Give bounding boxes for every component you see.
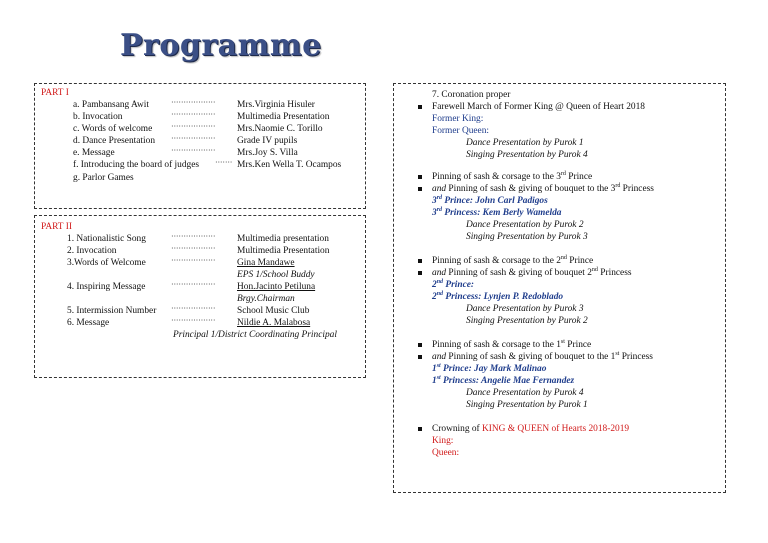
page-title: Programme (120, 28, 322, 63)
program-item-person: Multimedia presentation (237, 234, 329, 244)
king-label: King: (432, 436, 454, 446)
program-item-label: b. Invocation (73, 112, 123, 122)
dance-presentation: Dance Presentation by Purok 2 (466, 220, 584, 230)
program-item-role: EPS 1/School Buddy (237, 270, 315, 280)
program-item-person: Hon.Jacinto Petiluna (237, 282, 316, 292)
bullet-icon (418, 343, 422, 347)
program-item-label: 6. Message (67, 318, 110, 328)
program-item-label: 5. Intermission Number (67, 306, 157, 316)
queen-label: Queen: (432, 448, 460, 458)
program-item-label: c. Words of welcome (73, 124, 153, 134)
princess-name: 3rd Princess: Kem Berly Wamelda (432, 206, 562, 218)
dot-leader: ·················· (171, 122, 216, 131)
program-item-label: d. Dance Presentation (73, 136, 156, 146)
former-queen-label: Former Queen: (432, 126, 490, 136)
bullet-icon (418, 175, 422, 179)
bullet-icon (418, 105, 422, 109)
program-item-person: Mrs.Virginia Hisuler (237, 100, 315, 110)
program-item-label: g. Parlor Games (73, 173, 134, 183)
dot-leader: ······· (215, 158, 233, 167)
dot-leader: ·················· (171, 110, 216, 119)
dot-leader: ·················· (171, 256, 216, 265)
pinning-prince-line: Pinning of sash & corsage to the 1st Prince (432, 338, 592, 350)
pinning-princess-line: and Pinning of sash & giving of bouquet 2nd Princess (432, 266, 632, 278)
dance-presentation: Dance Presentation by Purok 3 (466, 304, 584, 314)
program-item-label: f. Introducing the board of judges (73, 160, 200, 170)
singing-presentation: Singing Presentation by Purok 1 (466, 400, 588, 410)
program-item-person: Nildie A. Malabosa (237, 318, 311, 328)
bullet-icon (418, 355, 422, 359)
farewell-line: Farewell March of Former King @ Queen of Heart 2018 (432, 102, 645, 112)
dot-leader: ·················· (171, 146, 216, 155)
dot-leader: ·················· (171, 280, 216, 289)
program-item-person: Multimedia Presentation (237, 112, 330, 122)
program-item-label: 2. Invocation (67, 246, 117, 256)
pinning-princess-line: and Pinning of sash & giving of bouquet to the 3rd Princess (432, 182, 654, 194)
program-item-person: Mrs.Joy S. Villa (237, 148, 298, 158)
bullet-icon (418, 259, 422, 263)
crowning-line: Crowning of KING & QUEEN of Hearts 2018-2019 (432, 424, 630, 434)
dot-leader: ·················· (171, 316, 216, 325)
dot-leader: ·················· (171, 244, 216, 253)
program-item-label: 4. Inspiring Message (67, 282, 146, 292)
dot-leader: ·················· (171, 98, 216, 107)
program-item-person: Grade IV pupils (237, 136, 298, 146)
part-one-heading: PART I (41, 88, 69, 98)
program-item-role: Principal 1/District Coordinating Principal (173, 330, 337, 340)
program-item-role: Brgy.Chairman (237, 294, 295, 304)
princess-name: 1st Princess: Angelie Mae Fernandez (432, 374, 575, 386)
prince-name: 2nd Prince: (432, 278, 475, 290)
part-two-heading: PART II (41, 222, 72, 232)
program-item-label: a. Pambansang Awit (73, 100, 149, 110)
former-king-label: Former King: (432, 114, 484, 124)
program-item-person: Multimedia Presentation (237, 246, 330, 256)
bullet-icon (418, 271, 422, 275)
prince-name: 1st Prince: Jay Mark Malinao (432, 362, 547, 374)
program-item-person: Mrs.Ken Wella T. Ocampos (237, 160, 342, 170)
coronation-heading: 7. Coronation proper (432, 90, 511, 100)
singing-presentation: Singing Presentation by Purok 4 (466, 150, 588, 160)
program-item-person: Mrs.Naomie C. Torillo (237, 124, 323, 134)
program-item-label: 1. Nationalistic Song (67, 234, 146, 244)
part-two-box (34, 215, 366, 378)
program-item-person: School Music Club (237, 306, 310, 316)
bullet-icon (418, 427, 422, 431)
pinning-prince-line: Pinning of sash & corsage to the 2nd Prince (432, 254, 594, 266)
bullet-icon (418, 187, 422, 191)
program-item-label: e. Message (73, 148, 115, 158)
dot-leader: ·················· (171, 304, 216, 313)
dot-leader: ·················· (171, 134, 216, 143)
coronation-box (393, 83, 726, 493)
part-one-box (34, 83, 366, 209)
program-item-label: 3.Words of Welcome (67, 258, 146, 268)
prince-name: 3rd Prince: John Carl Padigos (432, 194, 548, 206)
pinning-prince-line: Pinning of sash & corsage to the 3rd Prince (432, 170, 593, 182)
singing-presentation: Singing Presentation by Purok 2 (466, 316, 588, 326)
princess-name: 2nd Princess: Lynjen P. Redoblado (432, 290, 564, 302)
singing-presentation: Singing Presentation by Purok 3 (466, 232, 588, 242)
pinning-princess-line: and Pinning of sash & giving of bouquet to the 1st Princess (432, 350, 653, 362)
dance-presentation: Dance Presentation by Purok 1 (466, 138, 584, 148)
dot-leader: ·················· (171, 232, 216, 241)
program-item-person: Gina Mandawe (237, 258, 295, 268)
dance-presentation: Dance Presentation by Purok 4 (466, 388, 584, 398)
